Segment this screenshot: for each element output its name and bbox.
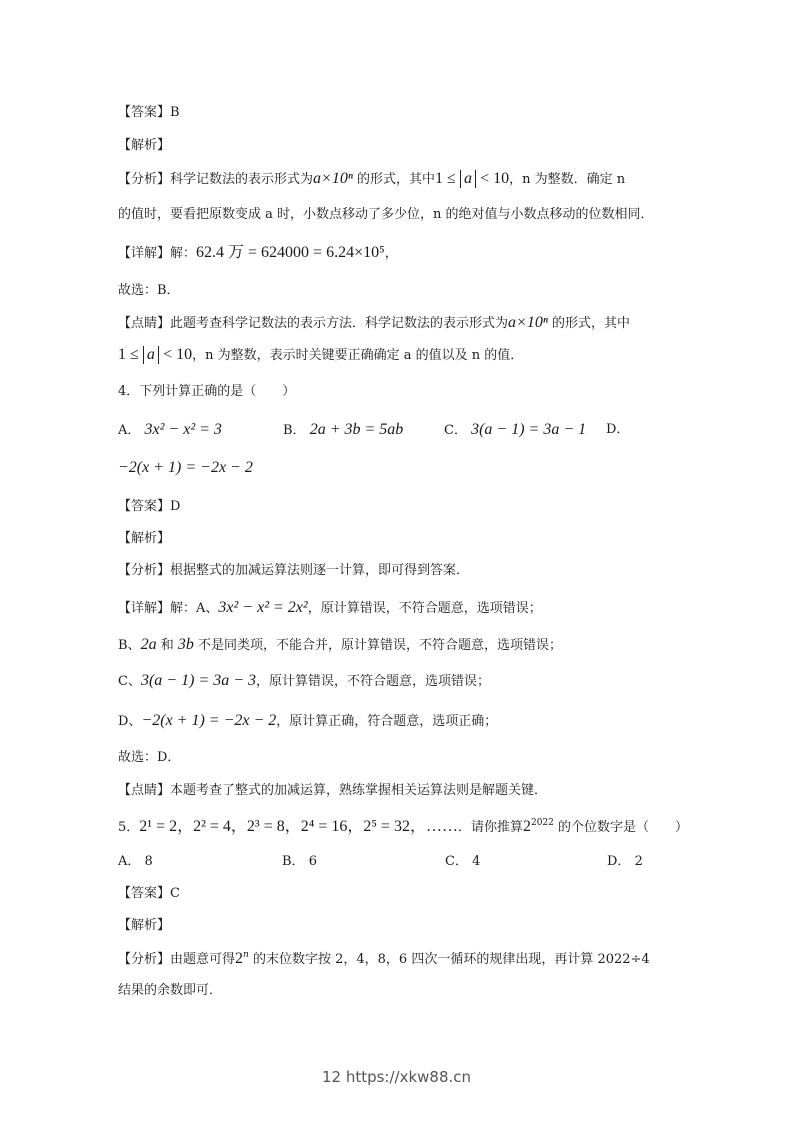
q4-xiangjie-b: [118, 636, 562, 655]
option-expr: −2(x + 1) = −2x − 2: [118, 459, 253, 476]
item-prefix: D、: [118, 714, 142, 729]
q4-option-d-expr: [118, 458, 253, 479]
answer-value: B: [170, 105, 180, 120]
xiangjie-text: 解：: [170, 246, 197, 261]
q4-option-a: [118, 420, 222, 441]
xiangjie-formula: 3x² − x² = 2x²: [218, 599, 308, 616]
q4-stem: 4．下列计算正确的是（ ）: [118, 384, 296, 399]
fenxi-text: 由题意可得: [170, 952, 236, 967]
option-expr: 2a + 3b = 5ab: [309, 421, 404, 438]
answer-label: 【答案】: [118, 105, 171, 120]
option-label: C．: [445, 854, 468, 869]
q4-analysis-heading: 【解析】: [118, 531, 171, 546]
stem-formula: 2¹ = 2，2² = 4，2³ = 8，2⁴ = 16，2⁵ = 32，……: [139, 818, 458, 835]
option-label: B．: [283, 423, 306, 438]
q3-xiangjie: [118, 244, 398, 263]
inequality-right: < 10: [163, 346, 193, 363]
q3-fenxi-cont: 的值时，要看把原数变成 a 时，小数点移动了多少位，n 的绝对值与小数点移动的位数相同．: [118, 207, 654, 222]
q5-option-b: [282, 852, 317, 872]
answer-label: 【答案】: [118, 499, 171, 514]
q4-xiangjie-c: [118, 672, 490, 691]
question-number: 5．: [118, 820, 140, 835]
q5-answer: [118, 885, 180, 903]
stem-text: ．请你推算: [457, 820, 523, 835]
page-footer: 12 https://xkw88.cn: [321, 1068, 472, 1086]
option-label: B．: [282, 854, 305, 869]
fenxi-label: 【分析】: [118, 563, 171, 578]
term: 2a: [140, 636, 157, 653]
answer-label: 【答案】: [118, 886, 171, 901]
abs-value: a: [460, 170, 476, 188]
power-base: 2: [522, 818, 531, 835]
q4-answer: [118, 498, 180, 516]
q5-analysis-heading: 【解析】: [118, 918, 171, 933]
abs-value: a: [143, 346, 159, 364]
answer-value: D: [170, 499, 181, 514]
q4-dianjing: [118, 782, 547, 800]
item-prefix: 解：A、: [170, 601, 219, 616]
dianjing-text: 本题考查了整式的加减运算，熟练掌握相关运算法则是解题关键．: [170, 783, 548, 798]
q3-fenxi: [118, 170, 625, 189]
q5-option-d: [607, 852, 643, 872]
conj: 和: [156, 638, 178, 653]
fenxi-text: 的形式，其中: [357, 172, 436, 187]
q3-answer: [118, 104, 180, 122]
option-value: 6: [308, 854, 317, 869]
dianjing-text: 的形式，其中: [552, 316, 631, 331]
inequality-right: < 10: [480, 170, 510, 187]
q3-dianjing-cont: [118, 346, 523, 365]
dianjing-label: 【点睛】: [118, 316, 171, 331]
option-label: A．: [118, 423, 141, 438]
q3-analysis-heading: 【解析】: [118, 138, 171, 153]
xiangjie-text: 不是同类项，不能合并，原计算错误，不符合题意，选项错误；: [193, 638, 562, 653]
q5-stem: [118, 818, 688, 837]
q3-dianjing: [118, 314, 630, 333]
fenxi-text: 根据整式的加减运算法则逐一计算，即可得到答案．: [170, 563, 470, 578]
option-expr: 3x² − x² = 3: [144, 421, 222, 438]
q4-xiangjie-a: [118, 599, 542, 618]
q4-option-b: [283, 420, 403, 441]
answer-value: C: [170, 886, 180, 901]
power-exponent: 2022: [530, 818, 554, 828]
q5-fenxi-cont: 结果的余数即可．: [118, 983, 223, 998]
q5-fenxi: [118, 950, 650, 969]
fenxi-label: 【分析】: [118, 172, 171, 187]
option-value: 4: [472, 854, 481, 869]
punct: ，: [384, 246, 398, 261]
q3-guxuan: 故选：B．: [118, 283, 180, 298]
term: 3b: [177, 636, 194, 653]
inequality-left: 1 ≤: [118, 346, 139, 363]
q4-xiangjie-d: [118, 712, 497, 731]
q4-option-c: [444, 420, 586, 441]
option-value: 8: [144, 854, 153, 869]
dianjing-text: ，n 为整数，表示时关键要正确确定 a 的值以及 n 的值．: [192, 348, 524, 363]
xiangjie-formula: 62.4 万 = 624000 = 6.24×10⁵: [196, 244, 385, 261]
q5-option-a: [118, 852, 153, 872]
xiangjie-text: ，原计算错误，不符合题意，选项错误；: [256, 674, 491, 689]
xiangjie-label: 【详解】: [118, 246, 171, 261]
xiangjie-formula: 3(a − 1) = 3a − 3: [140, 672, 256, 689]
q4-option-d-label: D．: [606, 422, 630, 437]
xiangjie-text: ，原计算正确，符合题意，选项正确；: [276, 714, 498, 729]
sci-notation-formula: a×10ⁿ: [508, 314, 548, 331]
q4-guxuan: 故选：D．: [118, 750, 181, 765]
option-label: A．: [118, 854, 141, 869]
option-expr: 3(a − 1) = 3a − 1: [471, 421, 587, 438]
dianjing-label: 【点睛】: [118, 783, 171, 798]
q5-option-c: [445, 852, 480, 872]
xiangjie-label: 【详解】: [118, 601, 171, 616]
fenxi-text: ，n 为整数．确定 n: [509, 172, 626, 187]
item-prefix: B、: [118, 638, 141, 653]
option-value: 2: [634, 854, 643, 869]
power-exponent: n: [243, 950, 249, 960]
xiangjie-formula: −2(x + 1) = −2x − 2: [141, 712, 277, 729]
dianjing-text: 此题考查科学记数法的表示方法．科学记数法的表示形式为: [170, 316, 509, 331]
stem-text: 的个位数字是（ ）: [558, 820, 689, 835]
inequality-left: 1 ≤: [435, 170, 456, 187]
xiangjie-text: ，原计算错误，不符合题意，选项错误；: [307, 601, 542, 616]
power-base: 2: [235, 950, 244, 967]
sci-notation-formula: a×10ⁿ: [313, 170, 353, 187]
option-label: C．: [444, 423, 467, 438]
q4-fenxi: [118, 562, 469, 580]
fenxi-label: 【分析】: [118, 952, 171, 967]
item-prefix: C、: [118, 674, 141, 689]
fenxi-text: 科学记数法的表示形式为: [170, 172, 314, 187]
option-label: D．: [607, 854, 631, 869]
fenxi-text: 的末位数字按 2，4，8，6 四次一循环的规律出现，再计算 2022÷4: [252, 952, 650, 967]
